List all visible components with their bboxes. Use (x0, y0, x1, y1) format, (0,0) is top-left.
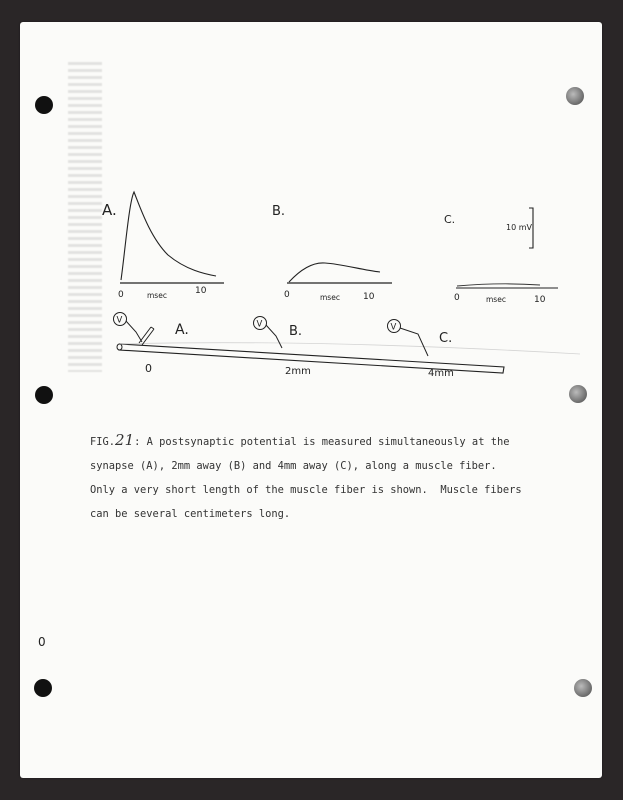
punch-hole-left-top (35, 96, 53, 114)
electrode-b-position: 2mm (285, 366, 311, 377)
scale-bar-label: 10 mV (506, 223, 532, 232)
panel-c-trace (457, 284, 540, 286)
caption-figure-number: 21 (115, 431, 135, 449)
caption-line-1 (90, 428, 540, 454)
margin-mark: 0 (38, 635, 46, 649)
caption-line-2: synapse (A), 2mm away (B) and 4mm away (C), along a muscle fiber. (90, 460, 497, 472)
electrode-b-wire (266, 325, 282, 348)
caption-prefix: FIG. (90, 436, 116, 448)
caption-line-4: can be several centimeters long. (90, 508, 291, 520)
electrode-b-symbol: V (256, 319, 263, 330)
panel-b-label: B. (272, 204, 286, 219)
electrode-c-symbol: V (390, 322, 397, 333)
panel-c-tick-end: 10 (534, 295, 546, 305)
panel-a-tick-start: 0 (118, 290, 124, 300)
electrode-c-position: 4mm (428, 368, 454, 379)
punch-hole-left-bottom (34, 679, 52, 697)
caption-line-3: Only a very short length of the muscle fiber is shown. Muscle fibers (90, 484, 522, 496)
panel-c-tick-start: 0 (454, 293, 460, 303)
panel-a-tick-end: 10 (195, 286, 207, 296)
punch-hole-left-middle (35, 386, 53, 404)
electrode-b-label: B. (289, 324, 303, 339)
panel-b-tick-start: 0 (284, 290, 290, 300)
panel-b-unit: msec (320, 293, 340, 302)
electrode-a-label: A. (175, 322, 189, 338)
panel-c-label: C. (444, 213, 456, 226)
panel-b-trace (289, 263, 380, 282)
panel-a-unit: msec (147, 291, 167, 300)
document-page (20, 22, 602, 778)
panel-a-trace (121, 192, 216, 280)
punch-hole-right-middle (569, 385, 587, 403)
psp-figure (20, 22, 602, 778)
electrode-a-wire (126, 321, 142, 342)
panel-c-unit: msec (486, 295, 506, 304)
electrode-a-symbol: V (116, 315, 123, 326)
panel-b-tick-end: 10 (363, 292, 375, 302)
muscle-fiber-end (117, 344, 122, 350)
punch-hole-right-top (566, 87, 584, 105)
electrode-a-position: 0 (145, 362, 152, 375)
panel-a-label: A. (102, 201, 117, 219)
figure-caption (90, 428, 540, 526)
electrode-c-wire (400, 328, 428, 356)
caption-line-1-text: : A postsynaptic potential is measured simultaneously at the (134, 436, 510, 448)
electrode-c-label: C. (439, 331, 453, 346)
punch-hole-right-bottom (574, 679, 592, 697)
electrode-a-stimulator (139, 327, 154, 345)
